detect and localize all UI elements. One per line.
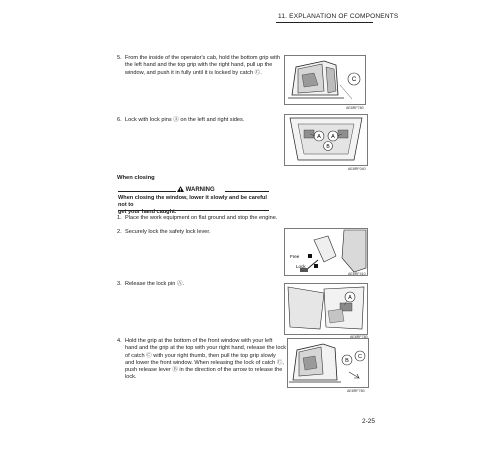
- step-line: and lower the front window. When releasing the lock of catch Ⓒ,: [125, 359, 284, 366]
- warning-triangle-icon: [177, 186, 184, 192]
- figure-lock-pin-release: [284, 283, 368, 339]
- step-number: 3.: [117, 281, 122, 287]
- step-4: [117, 338, 287, 384]
- step-number: 2.: [117, 229, 122, 235]
- figure-code: AE8RF780: [347, 389, 365, 393]
- callout-letter: A: [317, 134, 321, 140]
- step-line: Release the lock pin Ⓐ.: [125, 281, 185, 287]
- callout-letter: A: [348, 295, 352, 301]
- figure-release-lever: [287, 338, 369, 393]
- figure-code: AE8RF780: [346, 106, 364, 110]
- callout-letter: B: [345, 358, 349, 364]
- figure-safety-lock-lever: [284, 228, 368, 276]
- step-line: Hold the grip at the bottom of the front window with your left: [125, 338, 273, 344]
- step-line: push release lever Ⓑ in the direction of the arrow to release the: [125, 367, 283, 374]
- figure-code: AE8RF410: [348, 272, 366, 276]
- callout-letter: A: [331, 134, 335, 140]
- step-line: the left hand and the top grip with the right hand, pull up the: [125, 62, 273, 69]
- warning-box: [117, 186, 269, 215]
- warning-title: WARNING: [177, 186, 215, 193]
- step-number: 1.: [117, 215, 122, 221]
- step-1: [117, 215, 287, 225]
- header-rule: [276, 22, 373, 23]
- figure-code: AE8RF780: [350, 335, 368, 339]
- step-line: of catch Ⓒ with your right thumb, then pull the top grip slowly: [125, 352, 276, 359]
- step-line: Place the work equipment on flat ground and stop the engine.: [125, 215, 278, 221]
- figure-lock-pins: [284, 114, 368, 171]
- step-3: [117, 281, 282, 291]
- step-line: Lock with lock pins Ⓐ on the left and right sides.: [125, 117, 245, 123]
- step-5: [117, 55, 282, 79]
- step-number: 6.: [117, 117, 122, 123]
- page-number: 2-25: [362, 418, 376, 425]
- callout-letter: C: [351, 77, 357, 83]
- step-line: window, and push it in fully until it is locked by catch Ⓒ.: [125, 69, 262, 76]
- lever-free-label: Free: [290, 254, 300, 259]
- step-line: Securely lock the safety lock lever.: [125, 229, 211, 235]
- step-line: hand and the grip at the top with your right hand, release the lock: [125, 345, 287, 352]
- section-header: 11. EXPLANATION OF COMPONENTS: [278, 13, 399, 20]
- step-line: From the inside of the operator's cab, hold the bottom grip with: [125, 55, 280, 61]
- warning-line: When closing the window, lower it slowly and be careful not to: [118, 195, 267, 208]
- step-number: 5.: [117, 55, 122, 61]
- callout-letter: C: [358, 354, 362, 360]
- step-2: [117, 229, 282, 239]
- step-number: 4.: [117, 338, 122, 344]
- step-line: lock.: [125, 374, 137, 381]
- figure-code: AE8RF040: [348, 167, 366, 171]
- warning-line: get your hand caught.: [118, 209, 177, 215]
- step-6: [117, 117, 282, 127]
- figure-cab-catch: [284, 55, 366, 110]
- callout-letter: B: [326, 144, 330, 150]
- lever-lock-label: Lock: [296, 264, 306, 269]
- closing-heading: When closing: [117, 175, 155, 181]
